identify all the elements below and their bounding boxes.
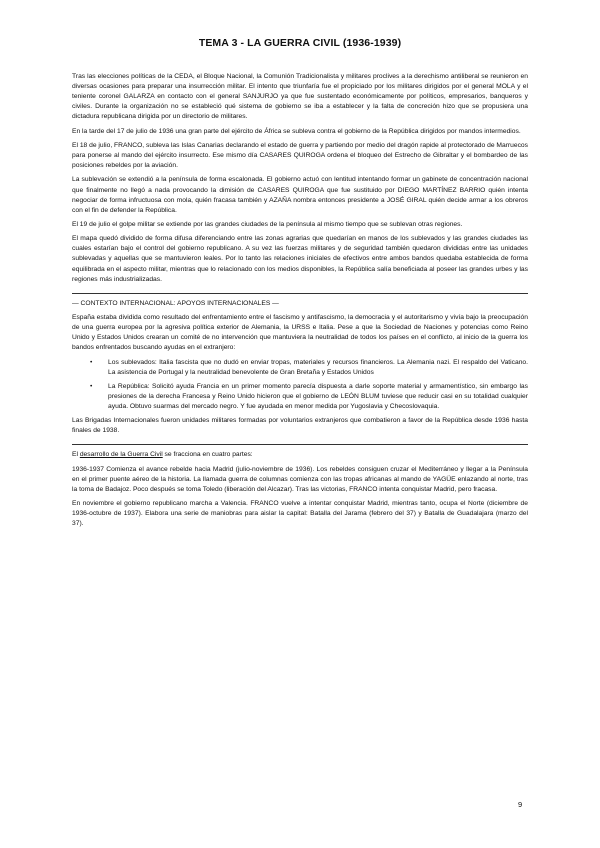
paragraph-development-1: 1936-1937 Comienza el avance rebelde hacia Madrid (julio-noviembre de 1936). Los rebeldes consiguen cruzar el Mediterráneo y llegar a la Península en el primer puente aéreo de la historia. La llamada guerra de columnas comienza con las tropas africanas al mando de YAGÜE enlazando al norte, tras la toma de Badajoz. Poco después se toma Toledo (liberación del Alcazar). Tras las victorias, FRANCO intenta conquistar Madrid, pero fracasa. — [72, 465, 528, 493]
page-number: 9 — [518, 800, 523, 809]
heading-suffix: se fracciona en cuatro partes: — [162, 451, 253, 459]
section-divider-2 — [72, 444, 528, 445]
paragraph-intro-4: La sublevación se extendió a la península de forma escalonada. El gobierno actuó con lentitud intentando formar un gabinete de concentración nacional que finalmente no llegó a nada provocando la dimisión de CASARES QUIROGA que fue sustituido por DIEGO MARTÍNEZ BARRIO quién intenta negociar de forma infructuosa con mola, quién fracasa también y AZAÑA nombra entonces presidente a JOSÉ GIRAL quién decide armar a los obreros con el fin de defender la República. — [72, 176, 528, 214]
section-divider-1 — [72, 293, 528, 294]
section-heading-development — [72, 450, 528, 460]
paragraph-intro-5: El 19 de julio el golpe militar se extiende por las grandes ciudades de la península al mismo tiempo que se sublevan otras regiones. — [72, 220, 463, 228]
bullet-list-support — [72, 358, 528, 412]
development-link[interactable]: desarrollo de la Guerra Civil — [79, 451, 163, 459]
bullet-icon: • — [90, 382, 93, 390]
paragraph-intro-2: En la tarde del 17 de julio de 1936 una gran parte del ejército de África se subleva contra el gobierno de la República dirigidos por mandos intermedios. — [72, 127, 521, 135]
list-item — [90, 382, 528, 412]
bullet-icon: • — [90, 358, 93, 366]
paragraph-brigadas: Las Brigadas Internacionales fueron unidades militares formadas por voluntarios extranjeros que combatieron a favor de la República desde 1936 hasta finales de 1938. — [72, 417, 528, 435]
paragraph-intro-3: El 18 de julio, FRANCO, subleva las Islas Canarias declarando el estado de guerra y partiendo por medio del dragón rapide al protectorado de Marruecos para ponerse al mando del ejército insurrecto. Ese mismo día CASARES QUIROGA ordena el bloqueo del Estrecho de Gibraltar y el bombardeo de las posiciones rebeldes por la aviación. — [72, 141, 528, 170]
document-body — [72, 72, 528, 533]
paragraph-intro-1: Tras las elecciones políticas de la CEDA, el Bloque Nacional, la Comunión Tradicionalista y militares proclives a la derechismo antiliberal se reunieron en diversas ocasiones para preparar una insurrección militar. El intento que triunfaría fue el propiciado por los militares dirigidos por el general MOLA y el teniente coronel GALARZA en contacto con el general SANJURJO ya que fue sustentado económicamente por políticos, empresarios, banqueros y civiles. Durante la organización no se estableció qué sistema de gobierno se iba a establecer y la falta de concreción hizo que se propusiera una dictadura republicana dirigida por un directorio de militares. — [72, 73, 528, 121]
paragraph-intro-6: El mapa quedó dividido de forma difusa diferenciando entre las zonas agrarias que quedarían en manos de los sublevados y las grandes ciudades las cuales estarían bajo el control del gobierno republicano. A su vez las fuerzas militares y de seguridad también quedaron divididas entre las unidades sublevadas y aquellas que se mantuvieron leales. Por lo tanto las relaciones iniciales de efectivos entre ambos bandos quedaba establecida de forma equilibrada en el aspecto militar, mientras que lo relacionado con los medios disponibles, la República salía beneficiada al poseer las grandes urbes y las regiones más industrializadas. — [72, 235, 528, 283]
bullet-text-republica: La República: Solicitó ayuda Francia en un primer momento parecía dispuesta a darle soporte material y armamentístico, sin embargo las presiones de la derecha Francesa y Reino Unido hicieron que el gobierno de LEÓN BLUM tuviese que reducir casi en su totalidad cualquier ayuda. Obtuvo suarmas del mercado negro. Y fue ayudada en menor medida por Yugoslavia y Checoslovaquia. — [108, 382, 528, 410]
page-title: TEMA 3 - LA GUERRA CIVIL (1936-1939) — [198, 37, 402, 49]
section-heading-context: — CONTEXTO INTERNACIONAL: APOYOS INTERNACIONALES — — [72, 299, 279, 307]
list-item — [90, 358, 528, 378]
heading-prefix: El — [72, 451, 80, 459]
bullet-text-sublevados: Los sublevados: Italia fascista que no dudó en enviar tropas, materiales y recursos financieros. La Alemania nazi. El respaldo del Vaticano. La asistencia de Portugal y la neutralidad benevolente de Gran Bretaña y Estados Unidos — [108, 358, 528, 376]
paragraph-context-intro: España estaba dividida como resultado del enfrentamiento entre el fascismo y antifascismo, la democracia y el autoritarismo y vivía bajo la preocupación de una guerra europea por la agresiva política exterior de Alemania, la URSS e Italia. Pese a que la Sociedad de Naciones y potencias como Reino Unido y Estados Unidos crearan un comité de no intervención que mantuviera la neutralidad de todos los países en el conflicto, al inicio de la guerra los bandos enfrentados buscando ayudas en el extranjero: — [72, 314, 528, 352]
paragraph-development-2: En noviembre el gobierno republicano marcha a Valencia. FRANCO vuelve a intentar conquistar Madrid, mientras tanto, ocupa el Norte (diciembre de 1936-octubre de 1937). Elabora una serie de maniobras para aislar la capital: Batalla del Jarama (febrero del 37) y Batalla de Guadalajara (marzo del 37). — [72, 499, 528, 528]
